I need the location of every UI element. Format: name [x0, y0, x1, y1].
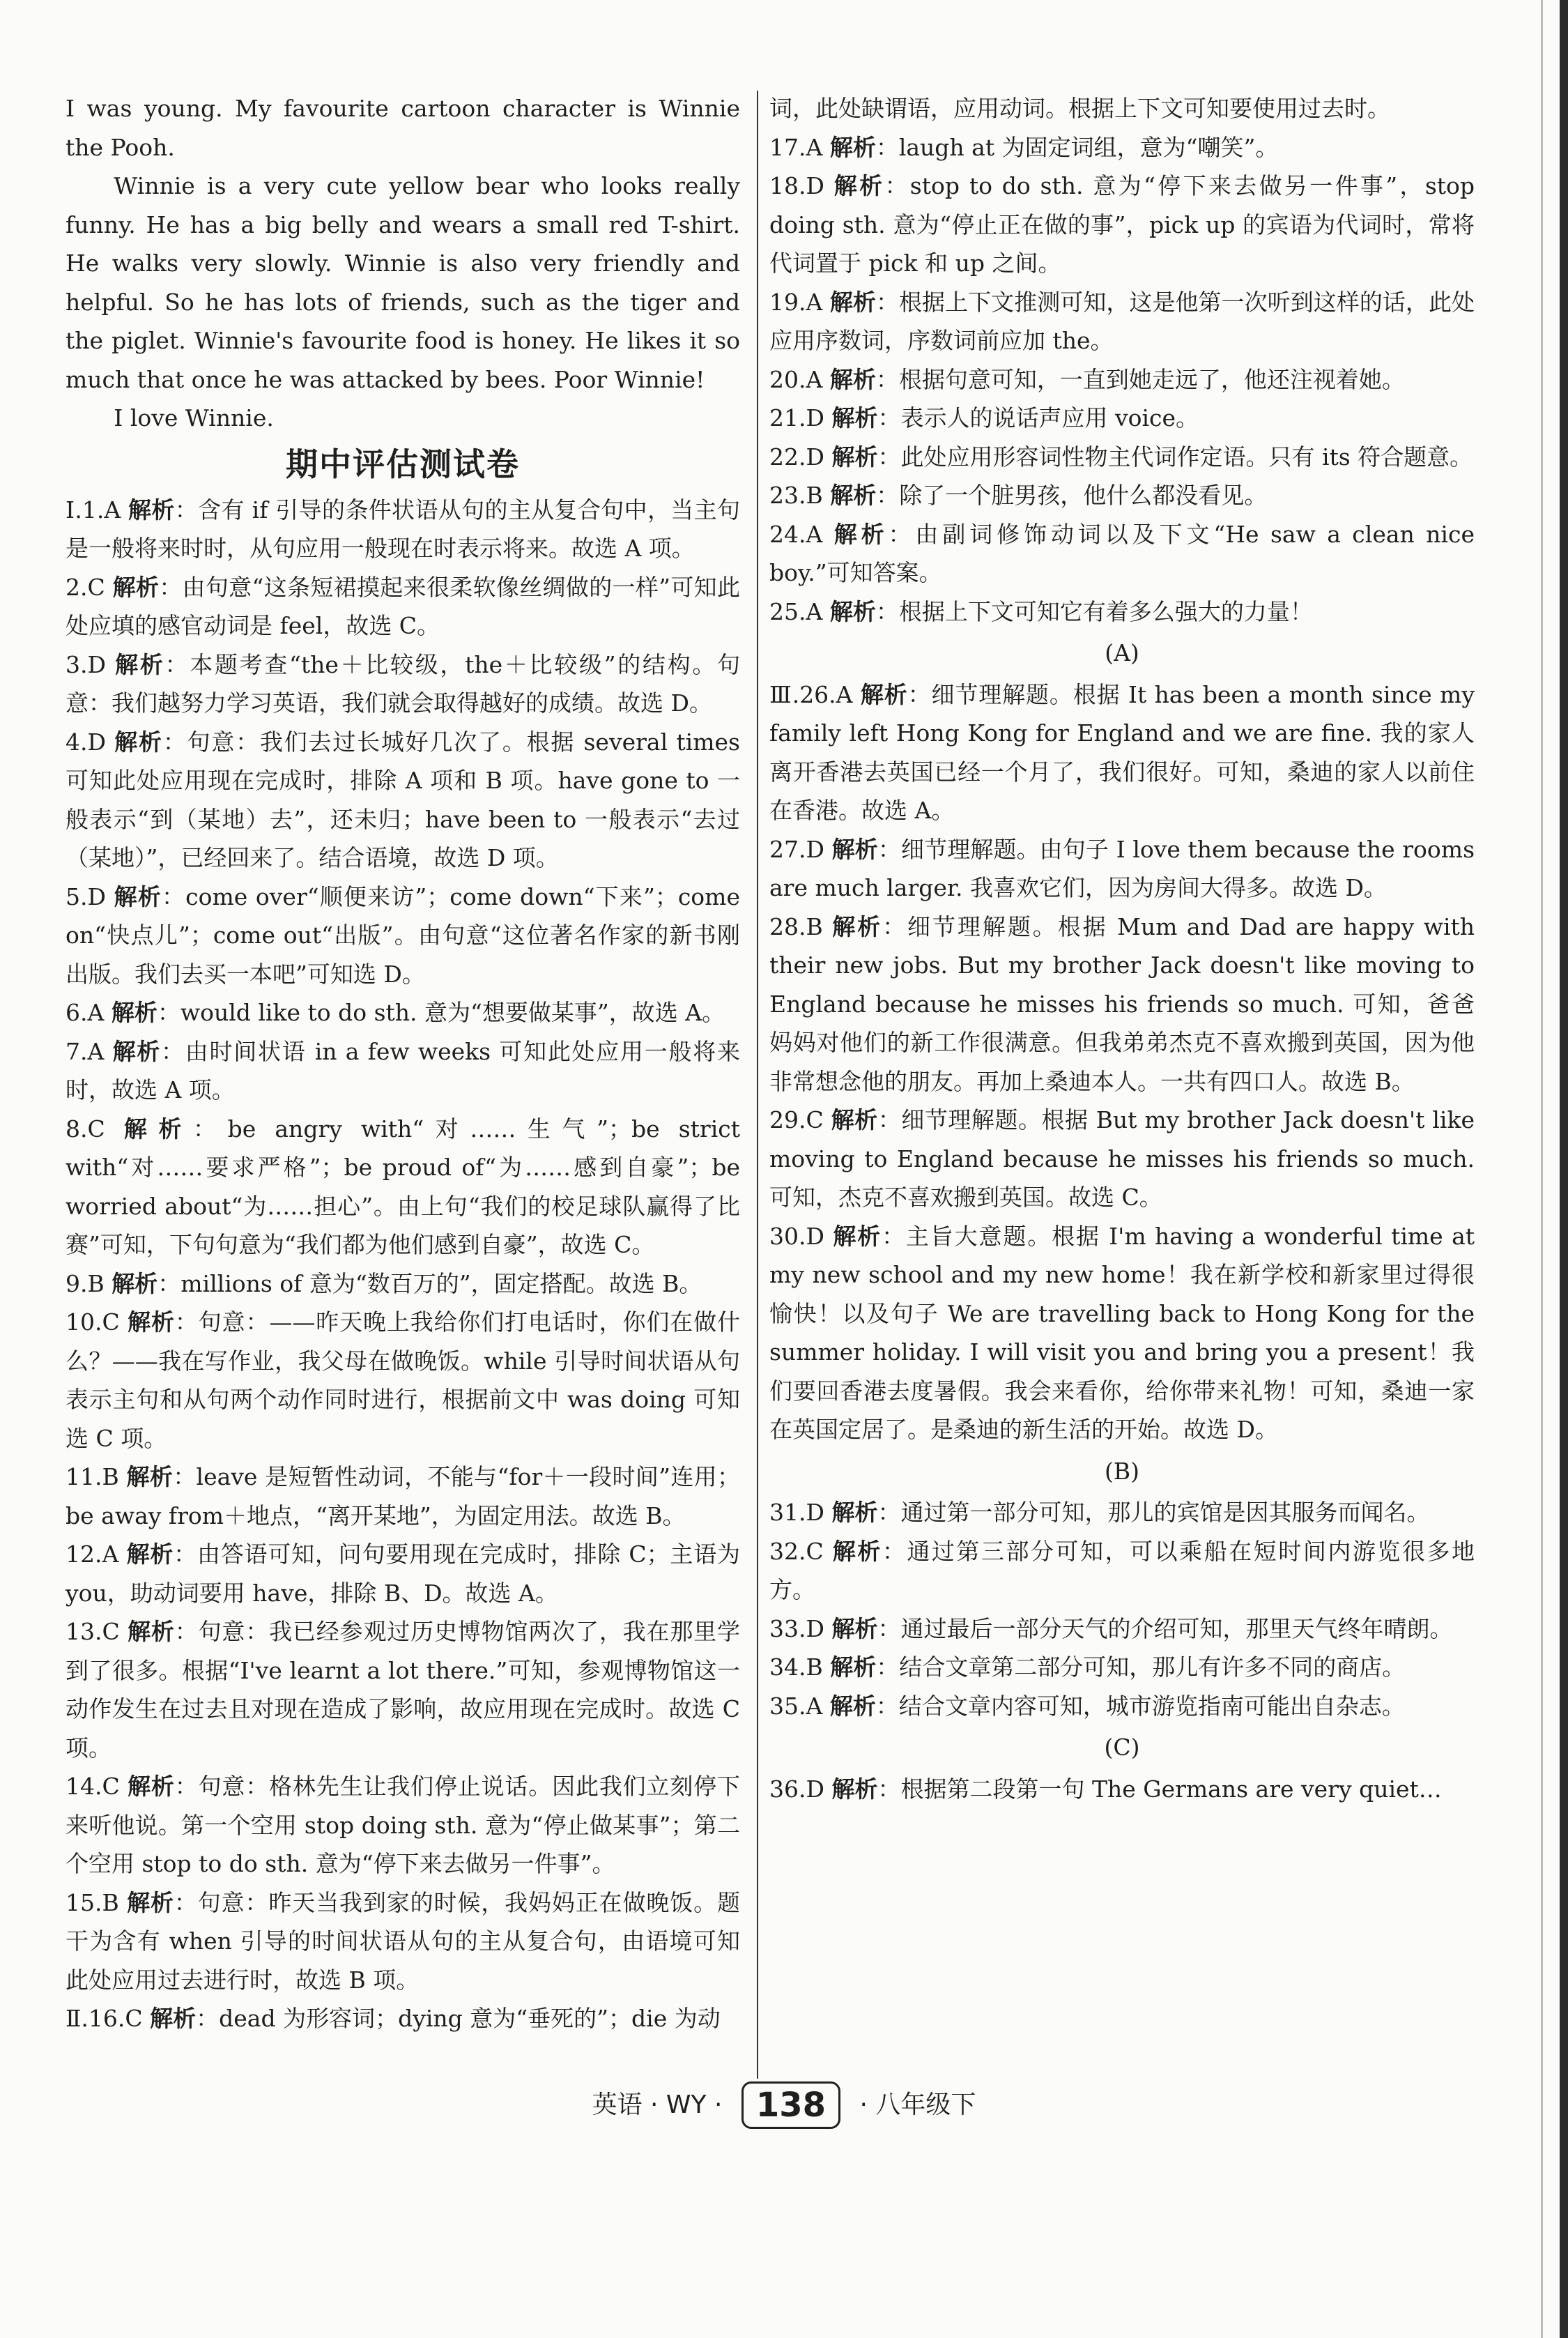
answer-item — [66, 1032, 740, 1110]
analysis-text: ：be angry with“对……生气”；be strict with“对……要求严格”；be proud of“为……感到自豪”；be worried about“为……担心”。由上句“我们的校足球队赢得了比赛”可知，下句句意为“我们都为他们感到自豪”，故选 C。 — [66, 1115, 740, 1258]
analysis-tag: 解析 — [830, 1653, 877, 1681]
answer-number: 36.D — [769, 1775, 824, 1803]
answer-item — [769, 1687, 1475, 1726]
answer-number: 34.B — [769, 1653, 823, 1681]
answer-item — [66, 878, 740, 994]
answer-number: 10.C — [66, 1308, 120, 1336]
answer-item — [769, 1101, 1475, 1217]
analysis-tag: 解析 — [123, 1115, 194, 1143]
answer-number: 27.D — [769, 835, 824, 863]
analysis-tag: 解析 — [150, 2005, 197, 2032]
answer-item — [769, 908, 1475, 1101]
analysis-text: ：由副词修饰动词以及下文“He saw a clean nice boy.”可知答案。 — [769, 520, 1475, 586]
analysis-text: ：通过最后一部分天气的介绍可知，那里天气终年晴朗。 — [877, 1614, 1453, 1642]
answer-item — [769, 1532, 1475, 1610]
analysis-tag: 解析 — [829, 365, 876, 393]
answer-number: 20.A — [769, 365, 823, 393]
column-divider — [757, 91, 758, 2079]
analysis-text: ：dead 为形容词；dying 意为“垂死的”；die 为动 — [196, 2005, 721, 2032]
analysis-text: ：millions of 意为“数百万的”，固定搭配。故选 B。 — [157, 1269, 702, 1297]
answer-number: 7.A — [66, 1037, 105, 1065]
answer-number: 30.D — [769, 1222, 824, 1250]
answer-number: 33.D — [769, 1614, 824, 1642]
answer-number: 15.B — [66, 1888, 119, 1916]
section-title: 期中评估测试卷 — [286, 445, 520, 483]
answer-number: 4.D — [66, 728, 106, 756]
answer-number: 25.A — [769, 597, 823, 625]
answer-number: 35.A — [769, 1692, 823, 1720]
footer-subject: 英语 · WY · — [592, 2091, 723, 2119]
answer-number: 8.C — [66, 1115, 105, 1143]
answer-item — [769, 1217, 1475, 1449]
answer-number: 14.C — [66, 1773, 120, 1800]
answer-item — [66, 723, 740, 878]
answer-list — [769, 128, 1475, 632]
analysis-text: ：laugh at 为固定词组，意为“嘲笑”。 — [875, 133, 1279, 161]
analysis-tag: 解析 — [128, 1618, 175, 1645]
answer-item — [66, 1110, 740, 1264]
answer-number: 3.D — [66, 650, 106, 678]
analysis-text: ：句意：我已经参观过历史博物馆两次了，我在那里学到了很多。根据“I've learnt a lot there.”可知，参观博物馆这一动作发生在过去且对现在造成了影响，故应用现在完成时。故选 C 项。 — [66, 1618, 741, 1762]
page-footer — [0, 2081, 1568, 2129]
analysis-tag: 解析 — [831, 443, 878, 471]
answer-number: 19.A — [769, 288, 823, 316]
answer-number: 24.A — [769, 520, 823, 548]
analysis-tag: 解析 — [832, 912, 883, 940]
answer-number: 23.B — [769, 482, 823, 509]
answer-item — [66, 491, 740, 568]
analysis-tag: 解析 — [114, 883, 162, 910]
analysis-text: ：would like to do sth. 意为“想要做某事”，故选 A。 — [157, 999, 725, 1026]
analysis-tag: 解析 — [111, 999, 157, 1026]
page-number: 138 — [741, 2081, 840, 2129]
answer-list — [769, 1493, 1475, 1725]
answer-item — [769, 1493, 1475, 1532]
answer-item — [769, 476, 1475, 515]
analysis-tag: 解析 — [128, 496, 175, 524]
analysis-tag: 解析 — [128, 1773, 175, 1800]
analysis-text: ：通过第三部分可知，可以乘船在短时间内游览很多地方。 — [769, 1537, 1475, 1603]
answer-item — [66, 1303, 740, 1458]
analysis-text: ：细节理解题。根据 But my brother Jack doesn't like moving to England because he misses his friends so much. 可知，杰克不喜欢搬到英国。故选 C。 — [769, 1106, 1475, 1211]
analysis-text: ：细节理解题。根据 It has been a month since my family left Hong Kong for England and we are fine. 我的家人离开香港去英国已经一个月了，我们很好。可知，桑迪的家人以前住在香港。故选 A。 — [769, 680, 1475, 824]
passage-label: (C) — [1104, 1734, 1140, 1761]
answer-item — [66, 645, 740, 723]
answer-item — [769, 1648, 1475, 1687]
answer-item — [769, 283, 1475, 360]
analysis-tag: 解析 — [830, 482, 877, 509]
passage-label: (B) — [1105, 1457, 1139, 1485]
answer-number: 5.D — [66, 883, 106, 910]
answer-item — [66, 1767, 740, 1884]
answer-number: 6.A — [66, 999, 105, 1026]
analysis-text: ：细节理解题。由句子 I love them because the rooms are much larger. 我喜欢它们，因为房间大得多。故选 D。 — [769, 835, 1475, 901]
answer-item — [769, 360, 1475, 399]
answer-item — [769, 1610, 1475, 1649]
passage-label: (A) — [1105, 639, 1139, 666]
analysis-tag: 解析 — [829, 1692, 876, 1720]
analysis-tag: 解析 — [831, 835, 878, 863]
answer-number: Ⅰ.1.A — [66, 496, 121, 524]
analysis-tag: 解析 — [128, 1308, 175, 1336]
analysis-text: ：句意：——昨天晚上我给你们打电话时，你们在做什么？——我在写作业，我父母在做晚饭。while 引导时间状语从句表示主句和从句两个动作同时进行，根据前文中 was doing 可知选 C 项。 — [66, 1308, 741, 1452]
story-paragraph: I love Winnie. — [114, 404, 274, 431]
story-paragraph: I was young. My favourite cartoon character is Winnie the Pooh. — [66, 95, 740, 161]
answer-number: 12.A — [66, 1541, 119, 1568]
analysis-tag: 解析 — [829, 597, 876, 625]
analysis-tag: 解析 — [829, 133, 876, 161]
answer-number: 18.D — [769, 172, 824, 199]
answer-item — [769, 675, 1475, 830]
footer-grade: · 八年级下 — [859, 2091, 976, 2119]
answer-item — [66, 1612, 740, 1767]
analysis-text: ：表示人的说话声应用 voice。 — [877, 404, 1199, 431]
analysis-tag: 解析 — [833, 520, 889, 548]
answer-number: Ⅲ.26.A — [769, 680, 853, 708]
continuation-text: 词，此处缺谓语，应用动词。根据上下文可知要使用过去时。 — [769, 95, 1390, 122]
analysis-text: ：此处应用形容词性物主代词作定语。只有 its 符合题意。 — [877, 443, 1473, 471]
analysis-text: ：除了一个脏男孩，他什么都没看见。 — [876, 482, 1268, 509]
analysis-text: ：结合文章内容可知，城市游览指南可能出自杂志。 — [875, 1692, 1405, 1720]
analysis-text: ：由答语可知，问句要用现在完成时，排除 C；主语为 you，助动词要用 have，排除 B、D。故选 A。 — [66, 1541, 740, 1607]
answer-item — [66, 1535, 740, 1612]
answer-number: 13.C — [66, 1618, 120, 1645]
analysis-text: ：根据上下文可知它有着多么强大的力量！ — [875, 597, 1313, 625]
analysis-text: ：stop to do sth. 意为“停下来去做另一件事”，stop doing sth. 意为“停止正在做的事”，pick up 的宾语为代词时，常将代词置于 pick 和 up 之间。 — [769, 172, 1475, 277]
analysis-text: ：根据句意可知，一直到她走远了，他还注视着她。 — [875, 365, 1405, 393]
analysis-text: ：本题考查“the＋比较级，the＋比较级”的结构。句意：我们越努力学习英语，我们就会取得越好的成绩。故选 D。 — [66, 650, 740, 717]
left-column — [66, 89, 740, 2038]
analysis-tag: 解析 — [831, 1499, 878, 1526]
analysis-text: ：结合文章第二部分可知，那儿有许多不同的商店。 — [876, 1653, 1406, 1681]
analysis-text: ：由句意“这条短裙摸起来很柔软像丝绸做的一样”可知此处应填的感官动词是 feel，故选 C。 — [66, 573, 740, 639]
analysis-tag: 解析 — [860, 680, 908, 708]
answer-item — [66, 1999, 740, 2038]
answer-list — [769, 675, 1475, 1449]
answer-item — [769, 593, 1475, 632]
analysis-tag: 解析 — [112, 1037, 162, 1065]
answer-list — [66, 491, 740, 2038]
answer-number: 17.A — [769, 133, 823, 161]
analysis-text: ：句意：我们去过长城好几次了。根据 several times 可知此处应用现在完成时，排除 A 项和 B 项。have gone to 一般表示“到（某地）去”，还未归；have been to 一般表示“去过（某地）”，已经回来了。结合语境，故选 D 项。 — [66, 728, 740, 871]
analysis-text: ：细节理解题。根据 Mum and Dad are happy with their new jobs. But my brother Jack doesn't like moving to England because he misses his friends so much. 可知，爸爸妈妈对他们的新工作很满意。但我弟弟杰克不喜欢搬到英国，因为他非常想念他的朋友。再加上桑迪本人。一共有四口人。故选 B。 — [769, 912, 1475, 1095]
analysis-text: ：根据第二段第一句 The Germans are very quiet… — [877, 1775, 1442, 1803]
analysis-tag: 解析 — [115, 650, 165, 678]
analysis-tag: 解析 — [833, 1222, 882, 1250]
answer-list — [769, 1770, 1475, 1809]
answer-item — [769, 399, 1475, 438]
answer-item — [769, 515, 1475, 593]
analysis-text: ：leave 是短暂性动词，不能与“for＋一段时间”连用；be away from＋地点，“离开某地”，为固定用法。故选 B。 — [66, 1463, 740, 1529]
answer-number: 31.D — [769, 1499, 824, 1526]
answer-item — [66, 1458, 740, 1535]
analysis-tag: 解析 — [829, 288, 876, 316]
analysis-text: ：句意：格林先生让我们停止说话。因此我们立刻停下来听他说。第一个空用 stop doing sth. 意为“停止做某事”；第二个空用 stop to do sth. 意为“停下来去做另一件事”。 — [66, 1773, 741, 1877]
answer-number: 28.B — [769, 912, 823, 940]
analysis-tag: 解析 — [831, 1106, 878, 1133]
analysis-text: ：句意：昨天当我到家的时候，我妈妈正在做晚饭。题干为含有 when 引导的时间状语从句的主从复合句，由语境可知此处应用过去进行时，故选 B 项。 — [66, 1888, 741, 1994]
answer-item — [769, 830, 1475, 908]
analysis-text: ：含有 if 引导的条件状语从句的主从复合句中，当主句是一般将来时时，从句应用一般现在时表示将来。故选 A 项。 — [66, 496, 741, 562]
answer-item — [769, 438, 1475, 477]
analysis-text: ：通过第一部分可知，那儿的宾馆是因其服务而闻名。 — [877, 1499, 1430, 1526]
answer-number: 22.D — [769, 443, 824, 471]
analysis-tag: 解析 — [831, 404, 878, 431]
analysis-tag: 解析 — [831, 1775, 878, 1803]
answer-item — [66, 1884, 740, 2000]
answer-item — [66, 568, 740, 645]
analysis-tag: 解析 — [127, 1888, 174, 1916]
analysis-text: ：由时间状语 in a few weeks 可知此处应用一般将来时，故选 A 项。 — [66, 1037, 740, 1103]
answer-number: 32.C — [769, 1537, 824, 1565]
story-paragraph: Winnie is a very cute yellow bear who looks really funny. He has a big belly and wears a small red T-shirt. He walks very slowly. Winnie is also very friendly and helpful. So he has lots of friends, such as the tiger and the piglet. Winnie's favourite food is honey. He likes it so much that once he was attacked by bees. Poor Winnie! — [66, 172, 740, 393]
analysis-tag: 解析 — [833, 172, 885, 199]
answer-number: 29.C — [769, 1106, 824, 1133]
analysis-tag: 解析 — [114, 728, 163, 756]
answer-item — [66, 1264, 740, 1304]
answer-number: 2.C — [66, 573, 105, 601]
analysis-tag: 解析 — [112, 1269, 158, 1297]
answer-item — [66, 993, 740, 1032]
analysis-text: ：根据上下文推测可知，这是他第一次听到这样的话，此处应用序数词，序数词前应加 the。 — [769, 288, 1475, 354]
analysis-tag: 解析 — [832, 1537, 882, 1565]
analysis-tag: 解析 — [831, 1614, 878, 1642]
answer-item — [769, 167, 1475, 283]
analysis-text: ：come over“顺便来访”；come down“下来”；come on“快点儿”；come out“出版”。由句意“这位著名作家的新书刚出版。我们去买一本吧”可知选 D。 — [66, 883, 740, 988]
analysis-tag: 解析 — [112, 573, 160, 601]
analysis-tag: 解析 — [126, 1541, 174, 1568]
analysis-text: ：主旨大意题。根据 I'm having a wonderful time at my new school and my new home！我在新学校和新家里过得很愉快！以及句子 We are travelling back to Hong Kong for the summer holiday. I will visit you and bring you a present！我们要回香港去度暑假。我会来看你，给你带来礼物！可知，桑迪一家在英国定居了。是桑迪的新生活的开始。故选 D。 — [769, 1222, 1475, 1443]
answer-number: 9.B — [66, 1269, 105, 1297]
answer-number: 21.D — [769, 404, 824, 431]
answer-item — [769, 1770, 1475, 1809]
page-edge — [1560, 0, 1568, 2338]
page-edge-line — [1541, 0, 1543, 2338]
answer-number: Ⅱ.16.C — [66, 2005, 143, 2032]
right-column — [769, 89, 1475, 1808]
answer-number: 11.B — [66, 1463, 119, 1490]
analysis-tag: 解析 — [126, 1463, 174, 1490]
answer-item — [769, 128, 1475, 167]
